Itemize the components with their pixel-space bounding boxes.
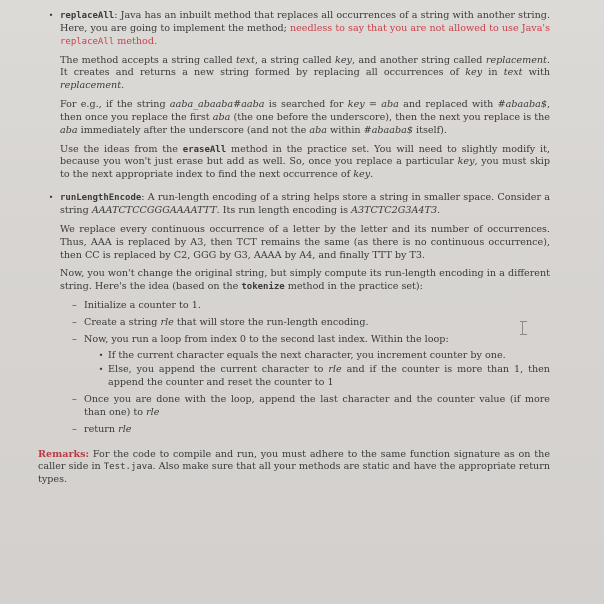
example-key: key = aba (347, 99, 399, 111)
example-aba: aba (60, 124, 78, 136)
step-item (72, 424, 550, 437)
example-replacement: #abaaba$ (363, 124, 413, 136)
section-replaceall (48, 10, 551, 182)
var-key: key (335, 54, 352, 66)
text-run: within (326, 124, 364, 136)
substep-text: and if the counter is more than 1, then append the counter and reset the counter to 1 (108, 364, 550, 389)
text-run: method in the practice set): (284, 281, 423, 293)
example-string: AAATCTCCGGGAAAATTT (91, 204, 217, 216)
dash-icon: – (72, 333, 77, 345)
var-rle: rle (160, 316, 174, 328)
text-run: Use the ideas from the (60, 143, 183, 155)
text-run: . It creates and returns a new string formed by replacing all occurrences of (60, 54, 550, 79)
text-run: (the one before the underscore), then the next you replace is the (230, 111, 550, 123)
substep-item (96, 364, 550, 390)
example-aba: aba (212, 111, 231, 123)
step-text: return (84, 423, 119, 435)
text-run: The method accepts a string called (60, 54, 237, 66)
warning-text-b: method. (114, 35, 158, 47)
text-run: For e.g., if the string (60, 99, 170, 111)
step-item (72, 300, 550, 313)
replaceall-params (60, 55, 550, 94)
example-replacement: #abaaba$ (497, 99, 547, 111)
var-replacement: replacement (60, 80, 122, 92)
dash-icon: – (72, 300, 77, 312)
var-text: text (236, 54, 255, 66)
var-key: key (353, 169, 371, 181)
bullet-icon: • (48, 193, 54, 203)
section-runlengthencode (48, 192, 550, 437)
var-key: key (465, 67, 483, 79)
step-item (72, 394, 550, 420)
document-content (38, 10, 550, 497)
text-run: is searched for (264, 99, 348, 111)
step-text: that will store the run-length encoding. (173, 316, 369, 328)
var-text: text (503, 67, 523, 79)
remarks-paragraph (38, 449, 550, 488)
step-text: Initialize a counter to 1. (84, 300, 201, 312)
example-string: aaba_abaaba#aaba (169, 99, 265, 111)
text-run: in (482, 67, 504, 79)
text-run: method in the practice set. You will need to slightly modify it, because you won't just erase but add as well. So, once you replace a particular (60, 143, 550, 168)
text-run: with (522, 67, 550, 79)
step-item (72, 317, 550, 330)
rle-intro (60, 192, 550, 218)
text-run: , you must skip to the next appropriate index to find the next occurrence of (60, 156, 551, 181)
step-text: Now, you run a loop from index 0 to the second last index. Within the loop: (84, 333, 449, 345)
substep-item (96, 350, 550, 363)
substep-text: Else, you append the current character to (108, 364, 329, 376)
text-run: , then once you replace the first (60, 99, 551, 123)
text-run: immediately after the underscore (and not the (77, 124, 310, 136)
text-run: . Its run length encoding is (216, 204, 352, 216)
remarks-text: . Also make sure that all your methods are static and have the appropriate return types. (38, 461, 550, 486)
text-run: . (370, 169, 374, 181)
text-run: itself). (412, 124, 447, 136)
text-cursor-icon (522, 321, 524, 335)
dash-icon: – (72, 316, 77, 328)
dash-icon: – (72, 394, 77, 406)
method-name-tokenize: tokenize (241, 282, 285, 293)
method-name-replaceall: replaceAll (60, 11, 115, 21)
rle-approach (60, 268, 550, 294)
replaceall-desc: : Java has an inbuilt method that replaces all occurrences of a string with another string. Here, you are going to implement the method; (60, 10, 550, 34)
replaceall-example (60, 99, 550, 138)
bullet-icon: • (48, 11, 54, 20)
loop-substeps (96, 350, 550, 391)
var-replacement: replacement (485, 54, 547, 66)
rle-explanation: We replace every continuous occurrence of a letter by the letter and its number of occurrences. Thus, AAA is replaced by A3, then TCT remains the same (as there is no continuous occurrence), then CC is replaced by C2, GGG by G3, AAAA by A4, and finally TTT by T3. (60, 223, 550, 261)
file-name: Test.java (103, 462, 153, 473)
step-text: Once you are done with the loop, append the last character and the counter value (if more than one) to (84, 394, 550, 418)
var-rle: rle (118, 423, 132, 435)
substep-text: If the current character equals the next character, you increment counter by one. (108, 349, 506, 361)
var-key: key (457, 156, 475, 168)
method-name-eraseall: eraseAll (182, 144, 227, 155)
replaceall-hint (60, 144, 550, 183)
remarks-text: For the code to compile and run, you must adhere to the same function signature as on the caller side in (38, 448, 550, 473)
bullet-icon: • (98, 365, 104, 375)
text-run: , and another string called (351, 54, 486, 66)
replaceall-intro (60, 10, 550, 49)
example-encoding: A3TCTC2G3A4T3 (351, 204, 438, 216)
text-run: : A run-length encoding of a string helps store a string in smaller space. Consider a string (60, 192, 550, 216)
var-rle: rle (146, 406, 160, 418)
remarks-label: Remarks: (38, 448, 90, 460)
text-run: . (437, 204, 441, 216)
step-item (72, 334, 550, 390)
step-text: Create a string (84, 316, 161, 328)
text-run: Now, you won't change the original string, but simply compute its run-length encoding in a different string. Here's the idea (based on the (60, 268, 550, 293)
warning-code: replaceAll (60, 36, 115, 47)
text-run: , a string called (254, 54, 336, 66)
warning-text-a: needless to say that you are not allowed to use Java's (289, 22, 550, 34)
dash-icon: – (72, 423, 77, 435)
var-rle: rle (328, 364, 342, 376)
steps-list (72, 300, 550, 437)
text-run: . (121, 80, 125, 92)
example-aba: aba (309, 124, 327, 136)
bullet-icon: • (98, 350, 104, 360)
method-name-runlengthencode: runLengthEncode (60, 193, 142, 204)
text-run: and replaced with (398, 99, 498, 111)
